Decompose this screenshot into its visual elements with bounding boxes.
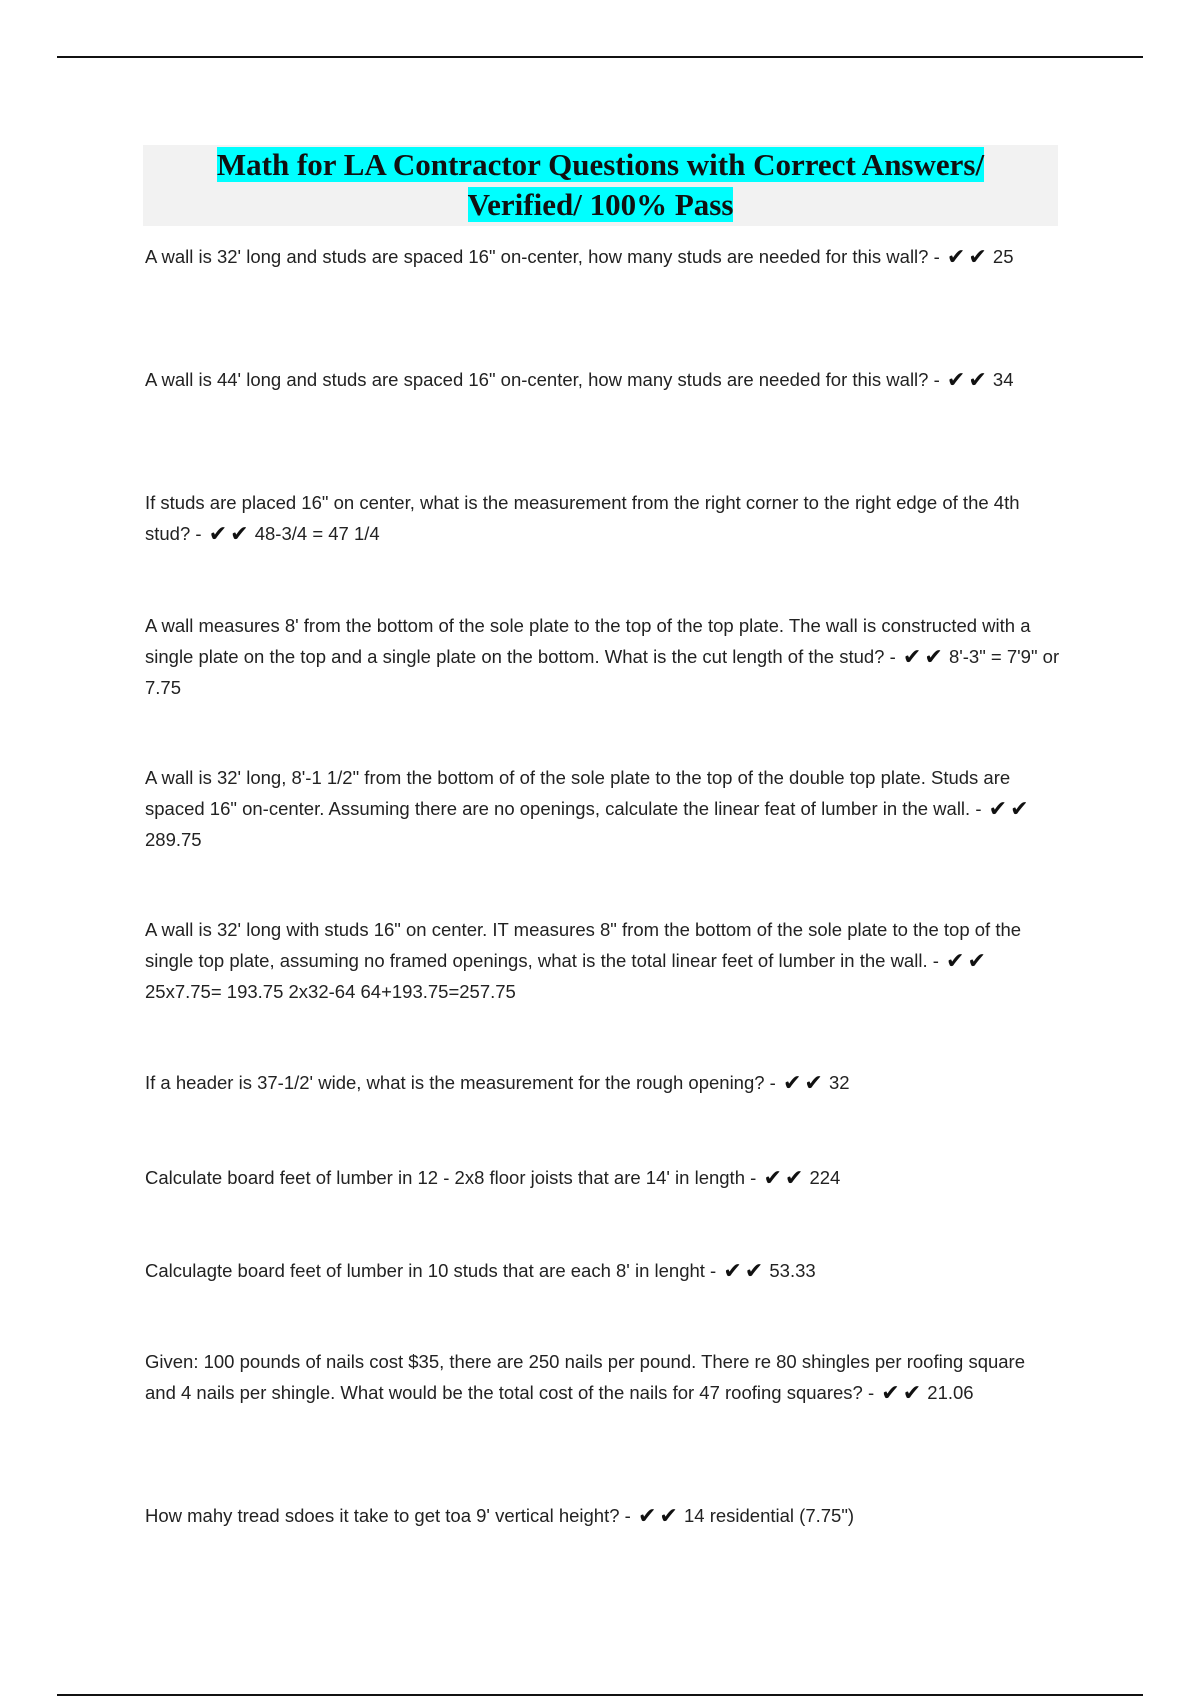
question-text: A wall is 32' long, 8'-1 1/2" from the bottom of of the sole plate to the top of the double top plate. Studs are spaced 16" on-center. Assuming there are no openings, calculate the linear feat of lumber in the wall. - [145, 767, 1011, 819]
check-icon: ✔ [924, 644, 943, 669]
check-icon: ✔ [208, 521, 228, 546]
question-text: A wall is 32' long and studs are spaced 16" on-center, how many studs are needed for this wall? - [145, 246, 940, 267]
qa-item [145, 487, 1060, 549]
check-icon: ✔ [946, 948, 965, 973]
page-title-line-2: Verified/ 100% Pass [467, 187, 734, 222]
qa-item [145, 1500, 1060, 1531]
question-text: If a header is 37-1/2' wide, what is the measurement for the rough opening? - [145, 1072, 776, 1093]
answer-text: 21.06 [927, 1382, 974, 1403]
check-icon: ✔ [744, 1258, 764, 1283]
check-icon: ✔ [723, 1258, 742, 1283]
check-icon: ✔ [902, 1380, 922, 1405]
check-icon: ✔ [988, 796, 1008, 821]
qa-item [145, 1346, 1060, 1408]
question-text: A wall is 44' long and studs are spaced 16" on-center, how many studs are needed for this wall? - [145, 369, 940, 390]
check-icon: ✔ [946, 367, 966, 392]
check-icon: ✔ [946, 244, 966, 269]
question-text: If studs are placed 16" on center, what is the measurement from the right corner to the right edge of the 4th stud? - [145, 492, 1020, 544]
answer-text: 32 [829, 1072, 850, 1093]
check-icon: ✔ [1010, 796, 1029, 821]
title-box [143, 145, 1058, 226]
check-icon: ✔ [784, 1165, 804, 1190]
check-icon: ✔ [968, 244, 987, 269]
bottom-rule [57, 1694, 1143, 1696]
answer-text: 224 [809, 1167, 841, 1188]
top-rule [57, 56, 1143, 58]
answer-text: 25x7.75= 193.75 2x32-64 64+193.75=257.75 [145, 981, 516, 1002]
qa-item [145, 241, 1060, 272]
check-icon: ✔ [637, 1503, 657, 1528]
check-icon: ✔ [902, 644, 922, 669]
answer-text: 48-3/4 = 47 1/4 [254, 523, 380, 544]
answer-text: 34 [992, 369, 1014, 390]
qa-item [145, 610, 1060, 703]
answer-text: 14 residential (7.75") [683, 1505, 855, 1526]
qa-item [145, 1162, 1060, 1193]
check-icon: ✔ [230, 521, 249, 546]
question-text: A wall measures 8' from the bottom of the sole plate to the top of the top plate. The wall is constructed with a single plate on the top and a single plate on the bottom. What is the cut length of the stud? - [145, 615, 1031, 667]
qa-item [145, 1255, 1060, 1286]
qa-item [145, 762, 1060, 855]
qa-item [145, 364, 1060, 395]
check-icon: ✔ [881, 1380, 900, 1405]
question-text: Calculagte board feet of lumber in 10 studs that are each 8' in lenght - [145, 1260, 717, 1281]
check-icon: ✔ [782, 1070, 802, 1095]
question-text: A wall is 32' long with studs 16" on center. IT measures 8" from the bottom of the sole plate to the top of the single top plate, assuming no framed openings, what is the total linear feet of lumber in the wall. - [145, 919, 1022, 971]
answer-text: 8'-3" = 7'9" or 7.75 [145, 646, 1060, 698]
check-icon: ✔ [659, 1503, 678, 1528]
check-icon: ✔ [804, 1070, 823, 1095]
question-text: Given: 100 pounds of nails cost $35, there are 250 nails per pound. There re 80 shingles per roofing square and 4 nails per shingle. What would be the total cost of the nails for 47 roofing squares? - [145, 1351, 1026, 1403]
check-icon: ✔ [763, 1165, 782, 1190]
answer-text: 25 [992, 246, 1014, 267]
qa-item [145, 914, 1060, 1007]
check-icon: ✔ [967, 948, 986, 973]
check-icon: ✔ [968, 367, 987, 392]
question-text: Calculate board feet of lumber in 12 - 2x8 floor joists that are 14' in length - [145, 1167, 757, 1188]
qa-item [145, 1067, 1060, 1098]
answer-text: 53.33 [769, 1260, 816, 1281]
answer-text: 289.75 [145, 829, 202, 850]
question-text: How mahy tread sdoes it take to get toa 9' vertical height? - [145, 1505, 631, 1526]
page-title-line-1: Math for LA Contractor Questions with Correct Answers/ [216, 147, 985, 182]
